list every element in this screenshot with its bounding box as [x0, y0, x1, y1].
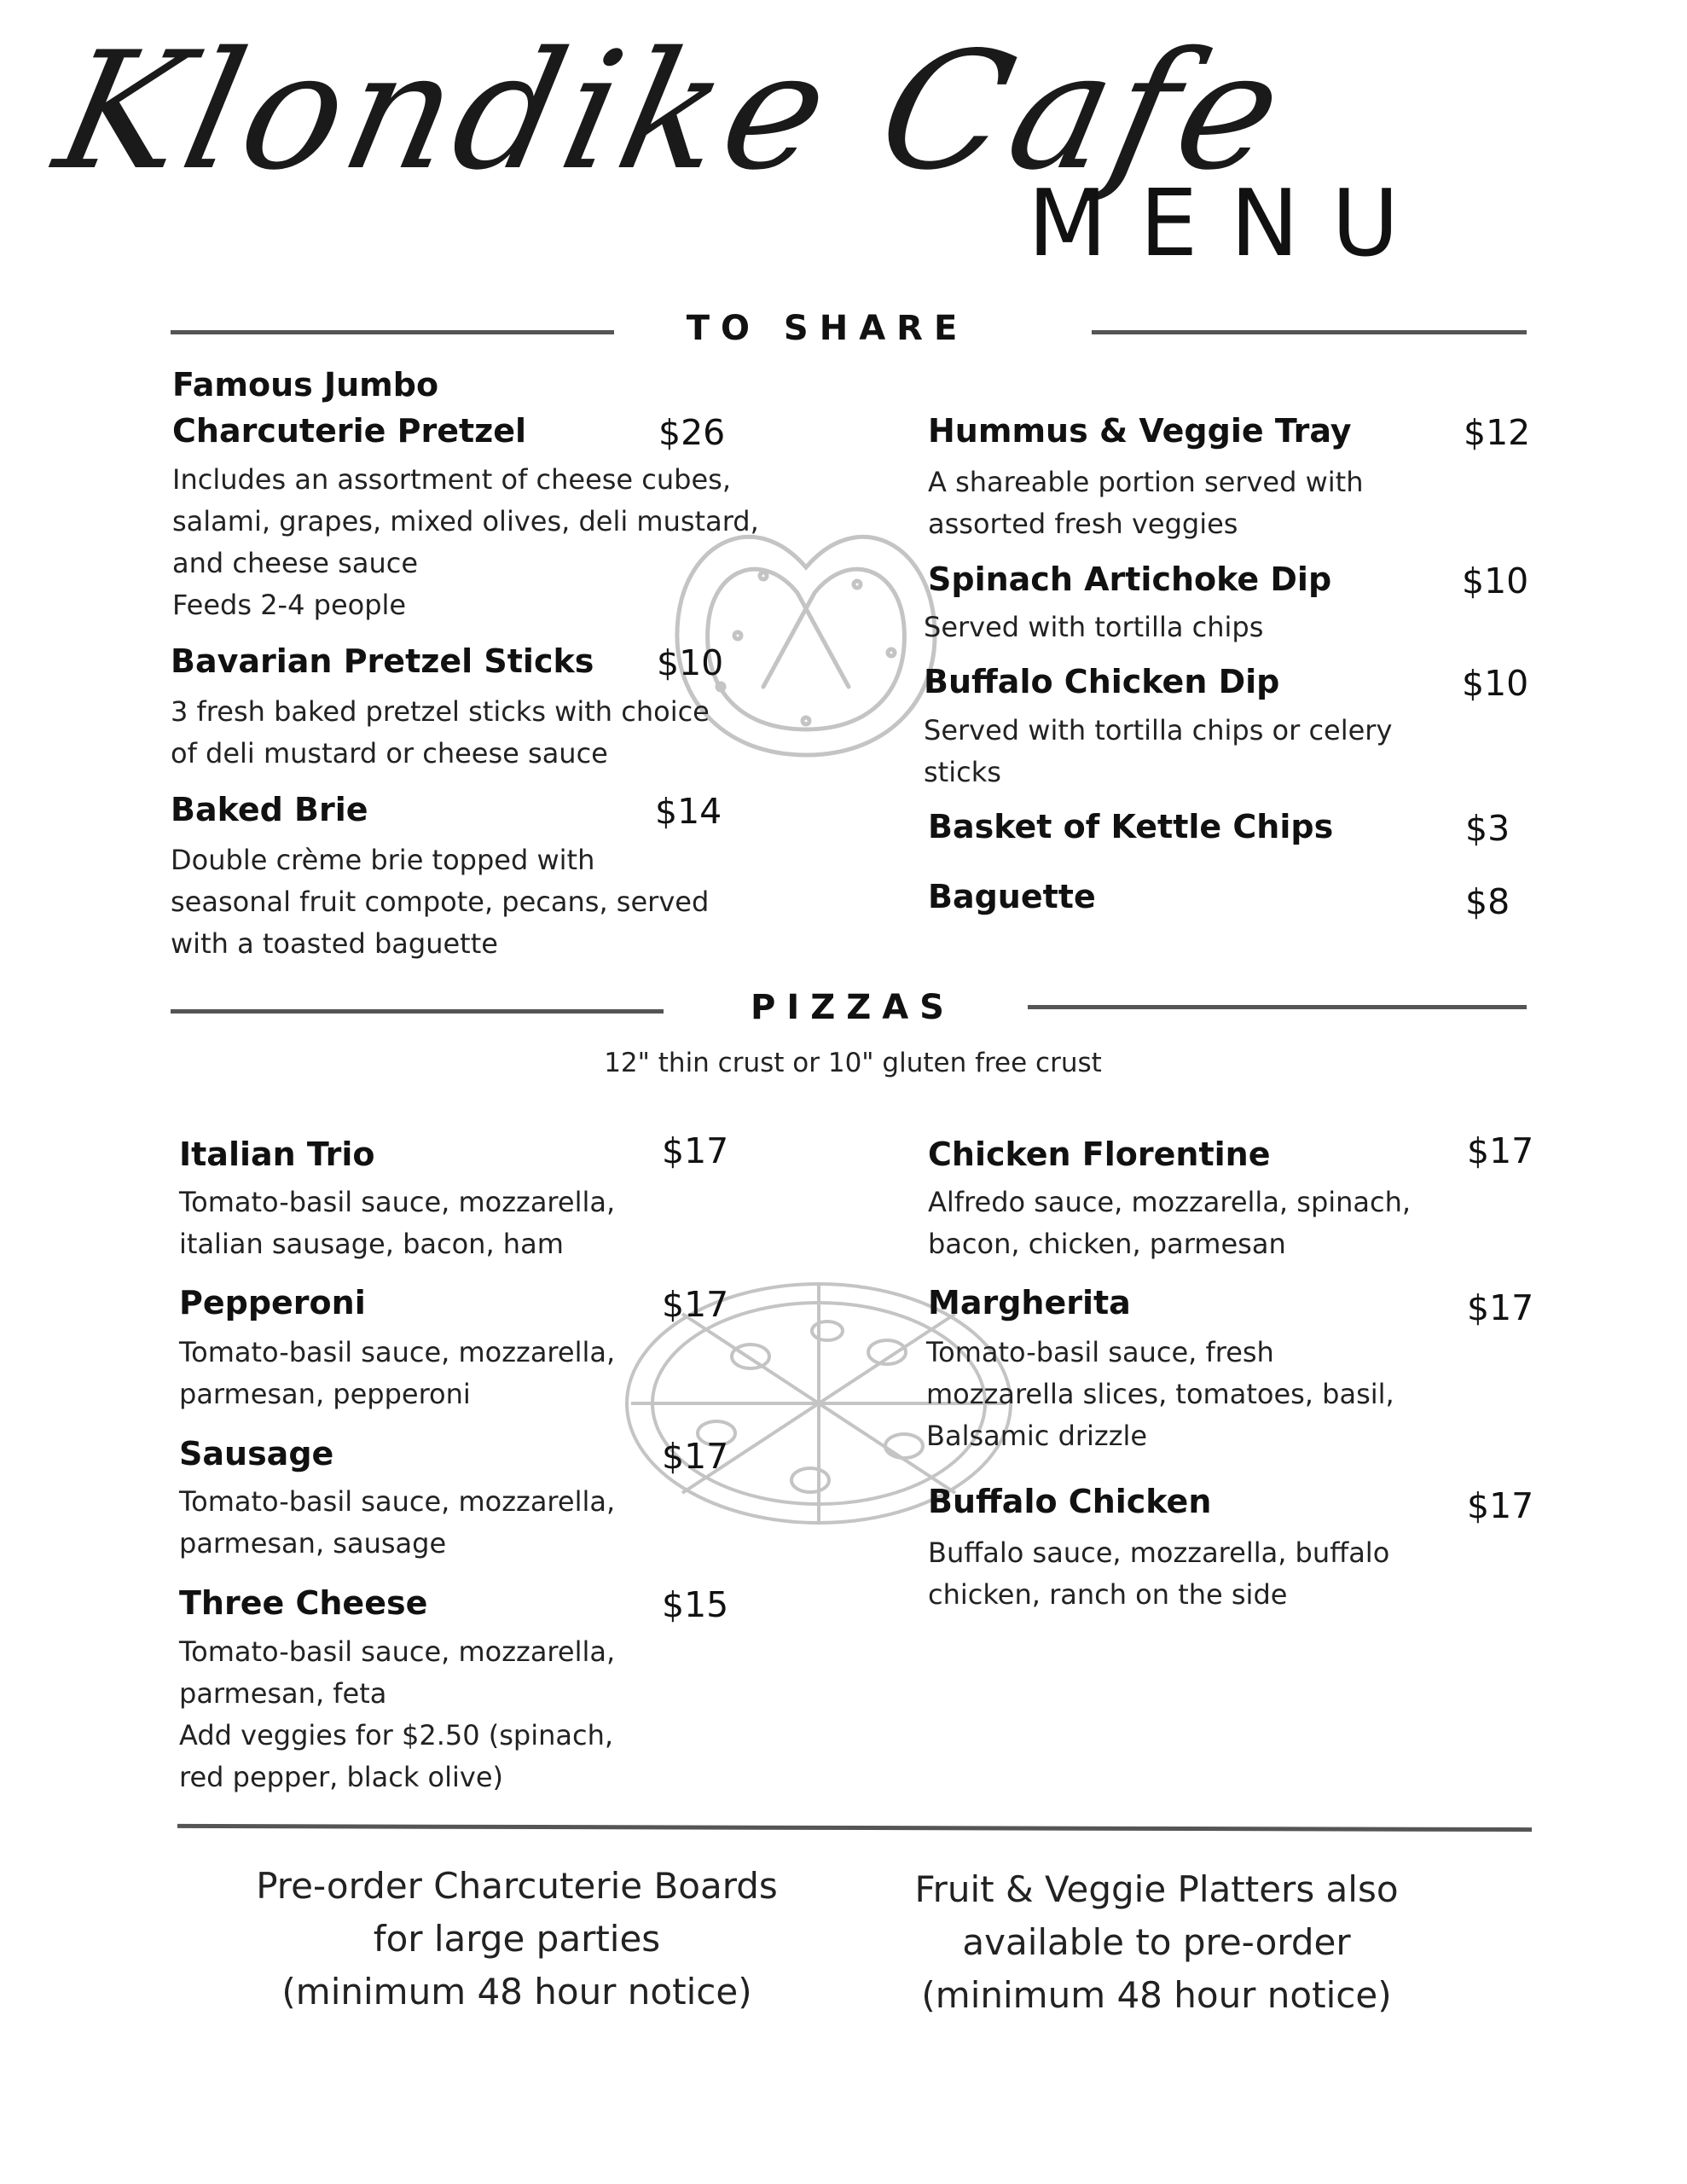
- item-name: Baguette: [928, 878, 1096, 915]
- item-description: Double crème brie topped with: [171, 844, 595, 876]
- item-price: $17: [662, 1130, 729, 1171]
- item-name: Italian Trio: [179, 1136, 375, 1173]
- footer-note-platters: [832, 1863, 1481, 2022]
- divider: [1092, 330, 1527, 334]
- item-price: $10: [657, 642, 724, 683]
- item-description: seasonal fruit compote, pecans, served: [171, 886, 710, 918]
- footer-note-charcuterie: [193, 1860, 841, 2018]
- divider: [171, 330, 614, 334]
- item-price: $15: [662, 1584, 729, 1625]
- item-name: Buffalo Chicken: [928, 1483, 1212, 1520]
- item-description: A shareable portion served with: [928, 466, 1364, 498]
- item-description: mozzarella slices, tomatoes, basil,: [926, 1378, 1394, 1410]
- footer-line: available to pre-order: [962, 1921, 1351, 1963]
- item-description: Includes an assortment of cheese cubes,: [172, 463, 731, 496]
- item-price: $26: [658, 412, 726, 453]
- item-price: $17: [1467, 1130, 1534, 1171]
- section-heading-pizzas: PIZZAS: [751, 988, 955, 1027]
- item-price: $17: [662, 1284, 729, 1325]
- footer-line: (minimum 48 hour notice): [281, 1971, 752, 2013]
- item-price: $3: [1465, 808, 1510, 849]
- item-description: Tomato-basil sauce, mozzarella,: [179, 1485, 616, 1518]
- item-name: Charcuterie Pretzel: [172, 412, 527, 450]
- item-price: $14: [655, 791, 722, 832]
- item-description: parmesan, pepperoni: [179, 1378, 471, 1410]
- divider: [177, 1824, 1532, 1832]
- item-description: Served with tortilla chips: [924, 611, 1264, 643]
- item-name: Basket of Kettle Chips: [928, 808, 1334, 845]
- item-description: salami, grapes, mixed olives, deli mustard,: [172, 505, 759, 537]
- item-name: Buffalo Chicken Dip: [924, 663, 1280, 700]
- section-heading-to-share: TO SHARE: [686, 309, 969, 348]
- divider: [171, 1009, 664, 1014]
- brand-logo: Klondike Cafe: [43, 17, 1302, 206]
- item-description: chicken, ranch on the side: [928, 1578, 1288, 1611]
- item-price: $8: [1465, 881, 1510, 922]
- item-price: $10: [1462, 663, 1529, 704]
- footer-line: Fruit & Veggie Platters also: [914, 1868, 1399, 1910]
- item-description: Feeds 2-4 people: [172, 589, 407, 621]
- item-name: Bavarian Pretzel Sticks: [171, 642, 594, 680]
- item-price: $17: [1467, 1287, 1534, 1328]
- item-name: Pepperoni: [179, 1284, 366, 1321]
- item-description: 3 fresh baked pretzel sticks with choice: [171, 695, 710, 728]
- item-description: Add veggies for $2.50 (spinach,: [179, 1719, 614, 1751]
- item-description: Tomato-basil sauce, mozzarella,: [179, 1635, 616, 1668]
- item-description: Alfredo sauce, mozzarella, spinach,: [928, 1186, 1412, 1218]
- item-name: Sausage: [179, 1435, 334, 1472]
- item-description: Buffalo sauce, mozzarella, buffalo: [928, 1536, 1390, 1569]
- item-name: Baked Brie: [171, 791, 368, 828]
- item-name: Hummus & Veggie Tray: [928, 412, 1352, 450]
- item-price: $17: [662, 1436, 729, 1477]
- item-price: $17: [1467, 1485, 1534, 1526]
- item-description: assorted fresh veggies: [928, 508, 1238, 540]
- item-description: of deli mustard or cheese sauce: [171, 737, 608, 770]
- item-description: sticks: [924, 756, 1001, 788]
- item-description: parmesan, feta: [179, 1677, 387, 1710]
- item-description: italian sausage, bacon, ham: [179, 1228, 564, 1260]
- item-description: Tomato-basil sauce, fresh: [926, 1336, 1274, 1368]
- footer-line: Pre-order Charcuterie Boards: [256, 1865, 778, 1907]
- item-description: Served with tortilla chips or celery: [924, 714, 1393, 746]
- page-title: MENU: [1028, 171, 1432, 277]
- item-price: $10: [1462, 561, 1529, 601]
- section-subheading: 12" thin crust or 10" gluten free crust: [604, 1048, 1102, 1078]
- item-description: with a toasted baguette: [171, 927, 498, 960]
- item-name: Three Cheese: [179, 1584, 428, 1622]
- item-name: Margherita: [928, 1284, 1131, 1321]
- divider: [1028, 1005, 1527, 1009]
- item-name: Famous Jumbo: [172, 366, 439, 404]
- item-description: Tomato-basil sauce, mozzarella,: [179, 1186, 616, 1218]
- footer-line: (minimum 48 hour notice): [921, 1974, 1392, 2016]
- item-description: and cheese sauce: [172, 547, 418, 579]
- item-description: parmesan, sausage: [179, 1527, 447, 1560]
- item-description: red pepper, black olive): [179, 1761, 504, 1793]
- item-name: Spinach Artichoke Dip: [928, 561, 1332, 598]
- item-description: Balsamic drizzle: [926, 1420, 1148, 1452]
- item-price: $12: [1464, 412, 1531, 453]
- footer-line: for large parties: [373, 1918, 661, 1960]
- item-description: Tomato-basil sauce, mozzarella,: [179, 1336, 616, 1368]
- item-name: Chicken Florentine: [928, 1136, 1271, 1173]
- item-description: bacon, chicken, parmesan: [928, 1228, 1286, 1260]
